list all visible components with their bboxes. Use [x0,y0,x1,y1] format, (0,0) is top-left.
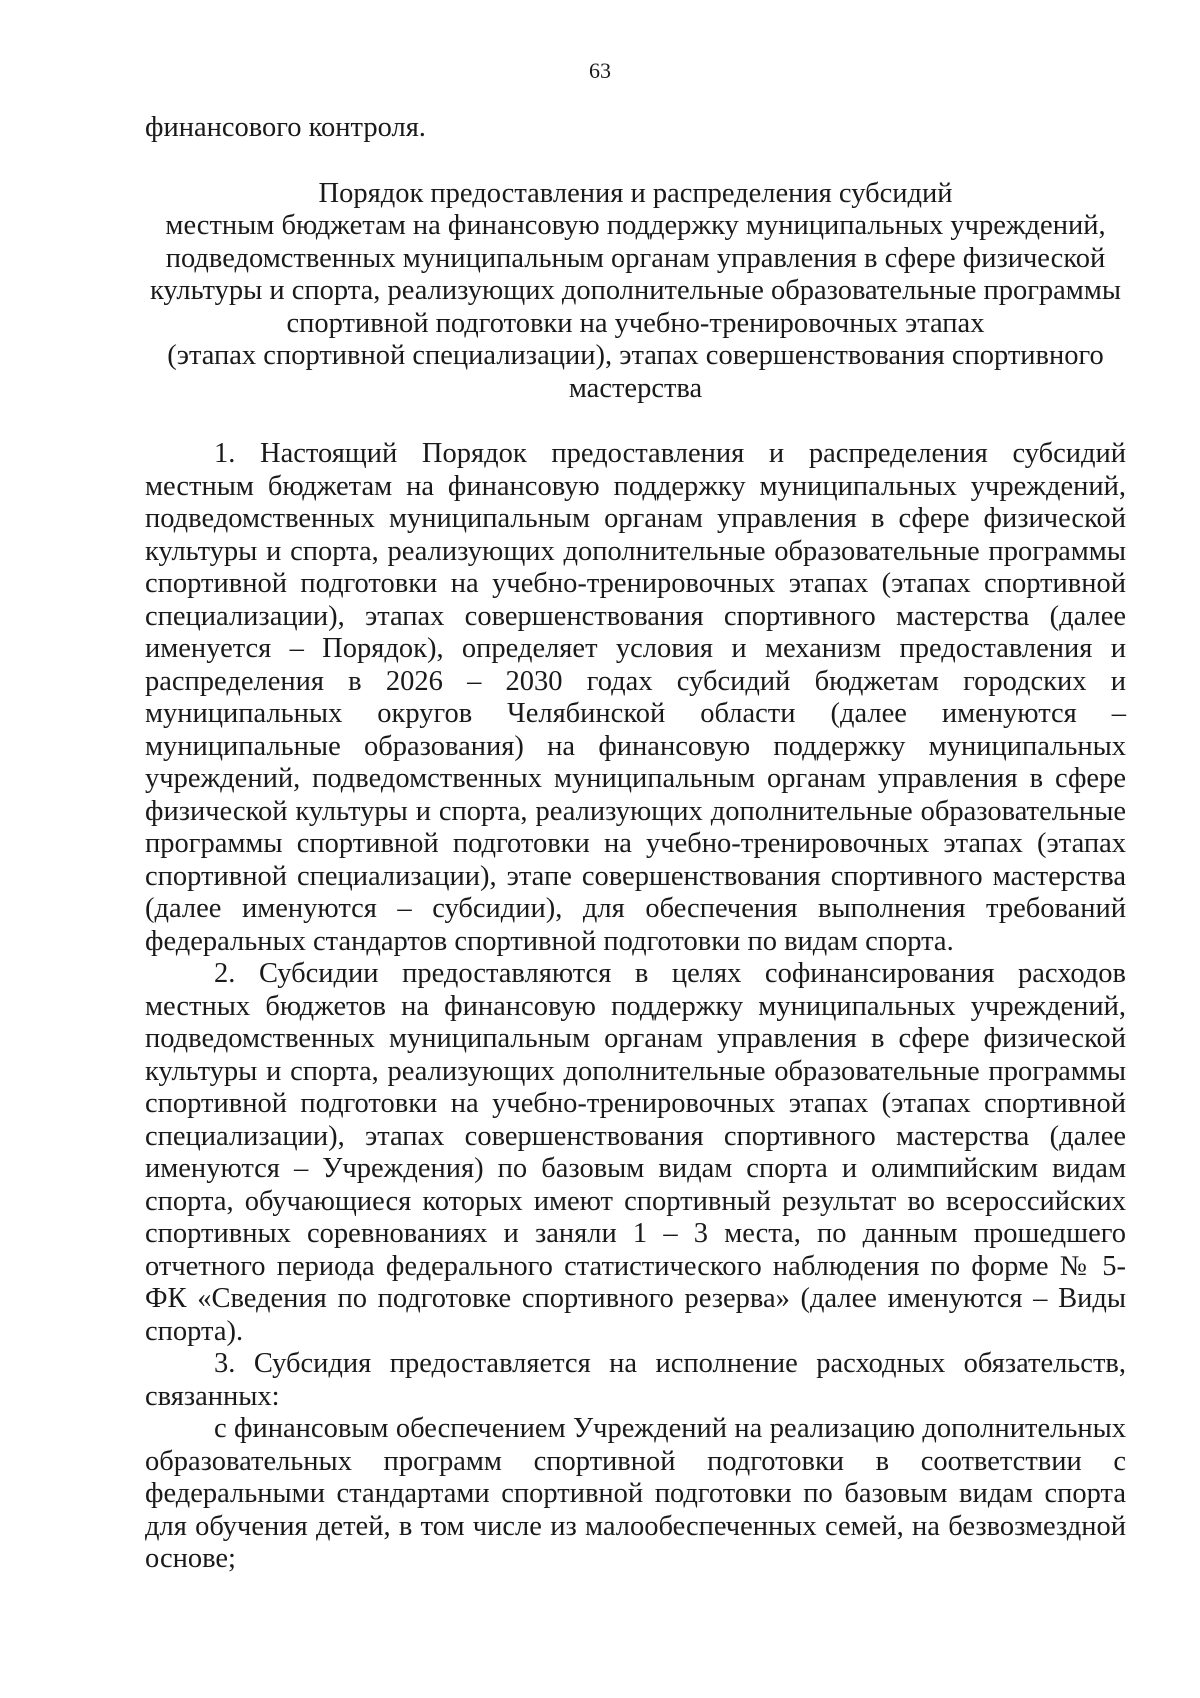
continued-text: финансового контроля. [145,112,426,143]
title-line: мастерства [568,372,703,404]
title-line: местным бюджетам на финансовую поддержку муниципальных учреждений, [165,210,1106,241]
paragraph-3-item: с финансовым обеспечением Учреждений на реализацию дополнительных образовательных программ спортивной подготовки в соответствии с федеральными стандартами спортивной подготовки по базовым видам спорта для обучения детей, в том числе из малообеспеченных семей, на безвозмездной основе; [145,1413,1126,1574]
title-line: (этапах спортивной специализации), этапах совершенствования спортивного [167,340,1104,371]
body-text [145,438,1126,1576]
title-line: Порядок предоставления и распределения субсидий [318,177,953,209]
title-line: культуры и спорта, реализующих дополнительные образовательные программы [149,275,1122,306]
page-number: 63 [589,58,611,83]
section-title [145,178,1126,406]
paragraph-1: 1. Настоящий Порядок предоставления и распределения субсидий местным бюджетам на финансовую поддержку муниципальных учреждений, подведомственных муниципальным органам управления в сфере физической культуры и спорта, реализующих дополнительные образовательные программы спортивной подготовки на учебно-тренировочных этапах (этапах спортивной специализации), этапах совершенствования спортивного мастерства (далее именуется – Порядок), определяет условия и механизм предоставления и распределения в 2026 – 2030 годах субсидий бюджетам городских и муниципальных округов Челябинской области (далее именуются – муниципальные образования) на финансовую поддержку муниципальных учреждений, подведомственных муниципальным органам управления в сфере физической культуры и спорта, реализующих дополнительные образовательные программы спортивной подготовки на учебно-тренировочных этапах (этапах спортивной специализации), этапе совершенствования спортивного мастерства (далее именуются – субсидии), для обеспечения выполнения требований федеральных стандартов спортивной подготовки по видам спорта. [145,438,1126,957]
paragraph-3: 3. Субсидия предоставляется на исполнение расходных обязательств, связанных: [145,1348,1126,1412]
paragraph-2: 2. Субсидии предоставляются в целях софинансирования расходов местных бюджетов на финансовую поддержку муниципальных учреждений, подведомственных муниципальным органам управления в сфере физической культуры и спорта, реализующих дополнительные образовательные программы спортивной подготовки на учебно-тренировочных этапах (этапах спортивной специализации), этапах совершенствования спортивного мастерства (далее именуются – Учреждения) по базовым видам спорта и олимпийским видам спорта, обучающиеся которых имеют спортивный результат во всероссийских спортивных соревнованиях и заняли 1 – 3 места, по данным прошедшего отчетного периода федерального статистического наблюдения по форме № 5-ФК «Сведения по подготовке спортивного резерва» (далее именуются – Виды спорта). [145,958,1126,1347]
page-content [145,112,1126,1576]
title-line: подведомственных муниципальным органам управления в сфере физической [165,242,1106,274]
title-line: спортивной подготовки на учебно-тренировочных этапах [286,307,985,339]
